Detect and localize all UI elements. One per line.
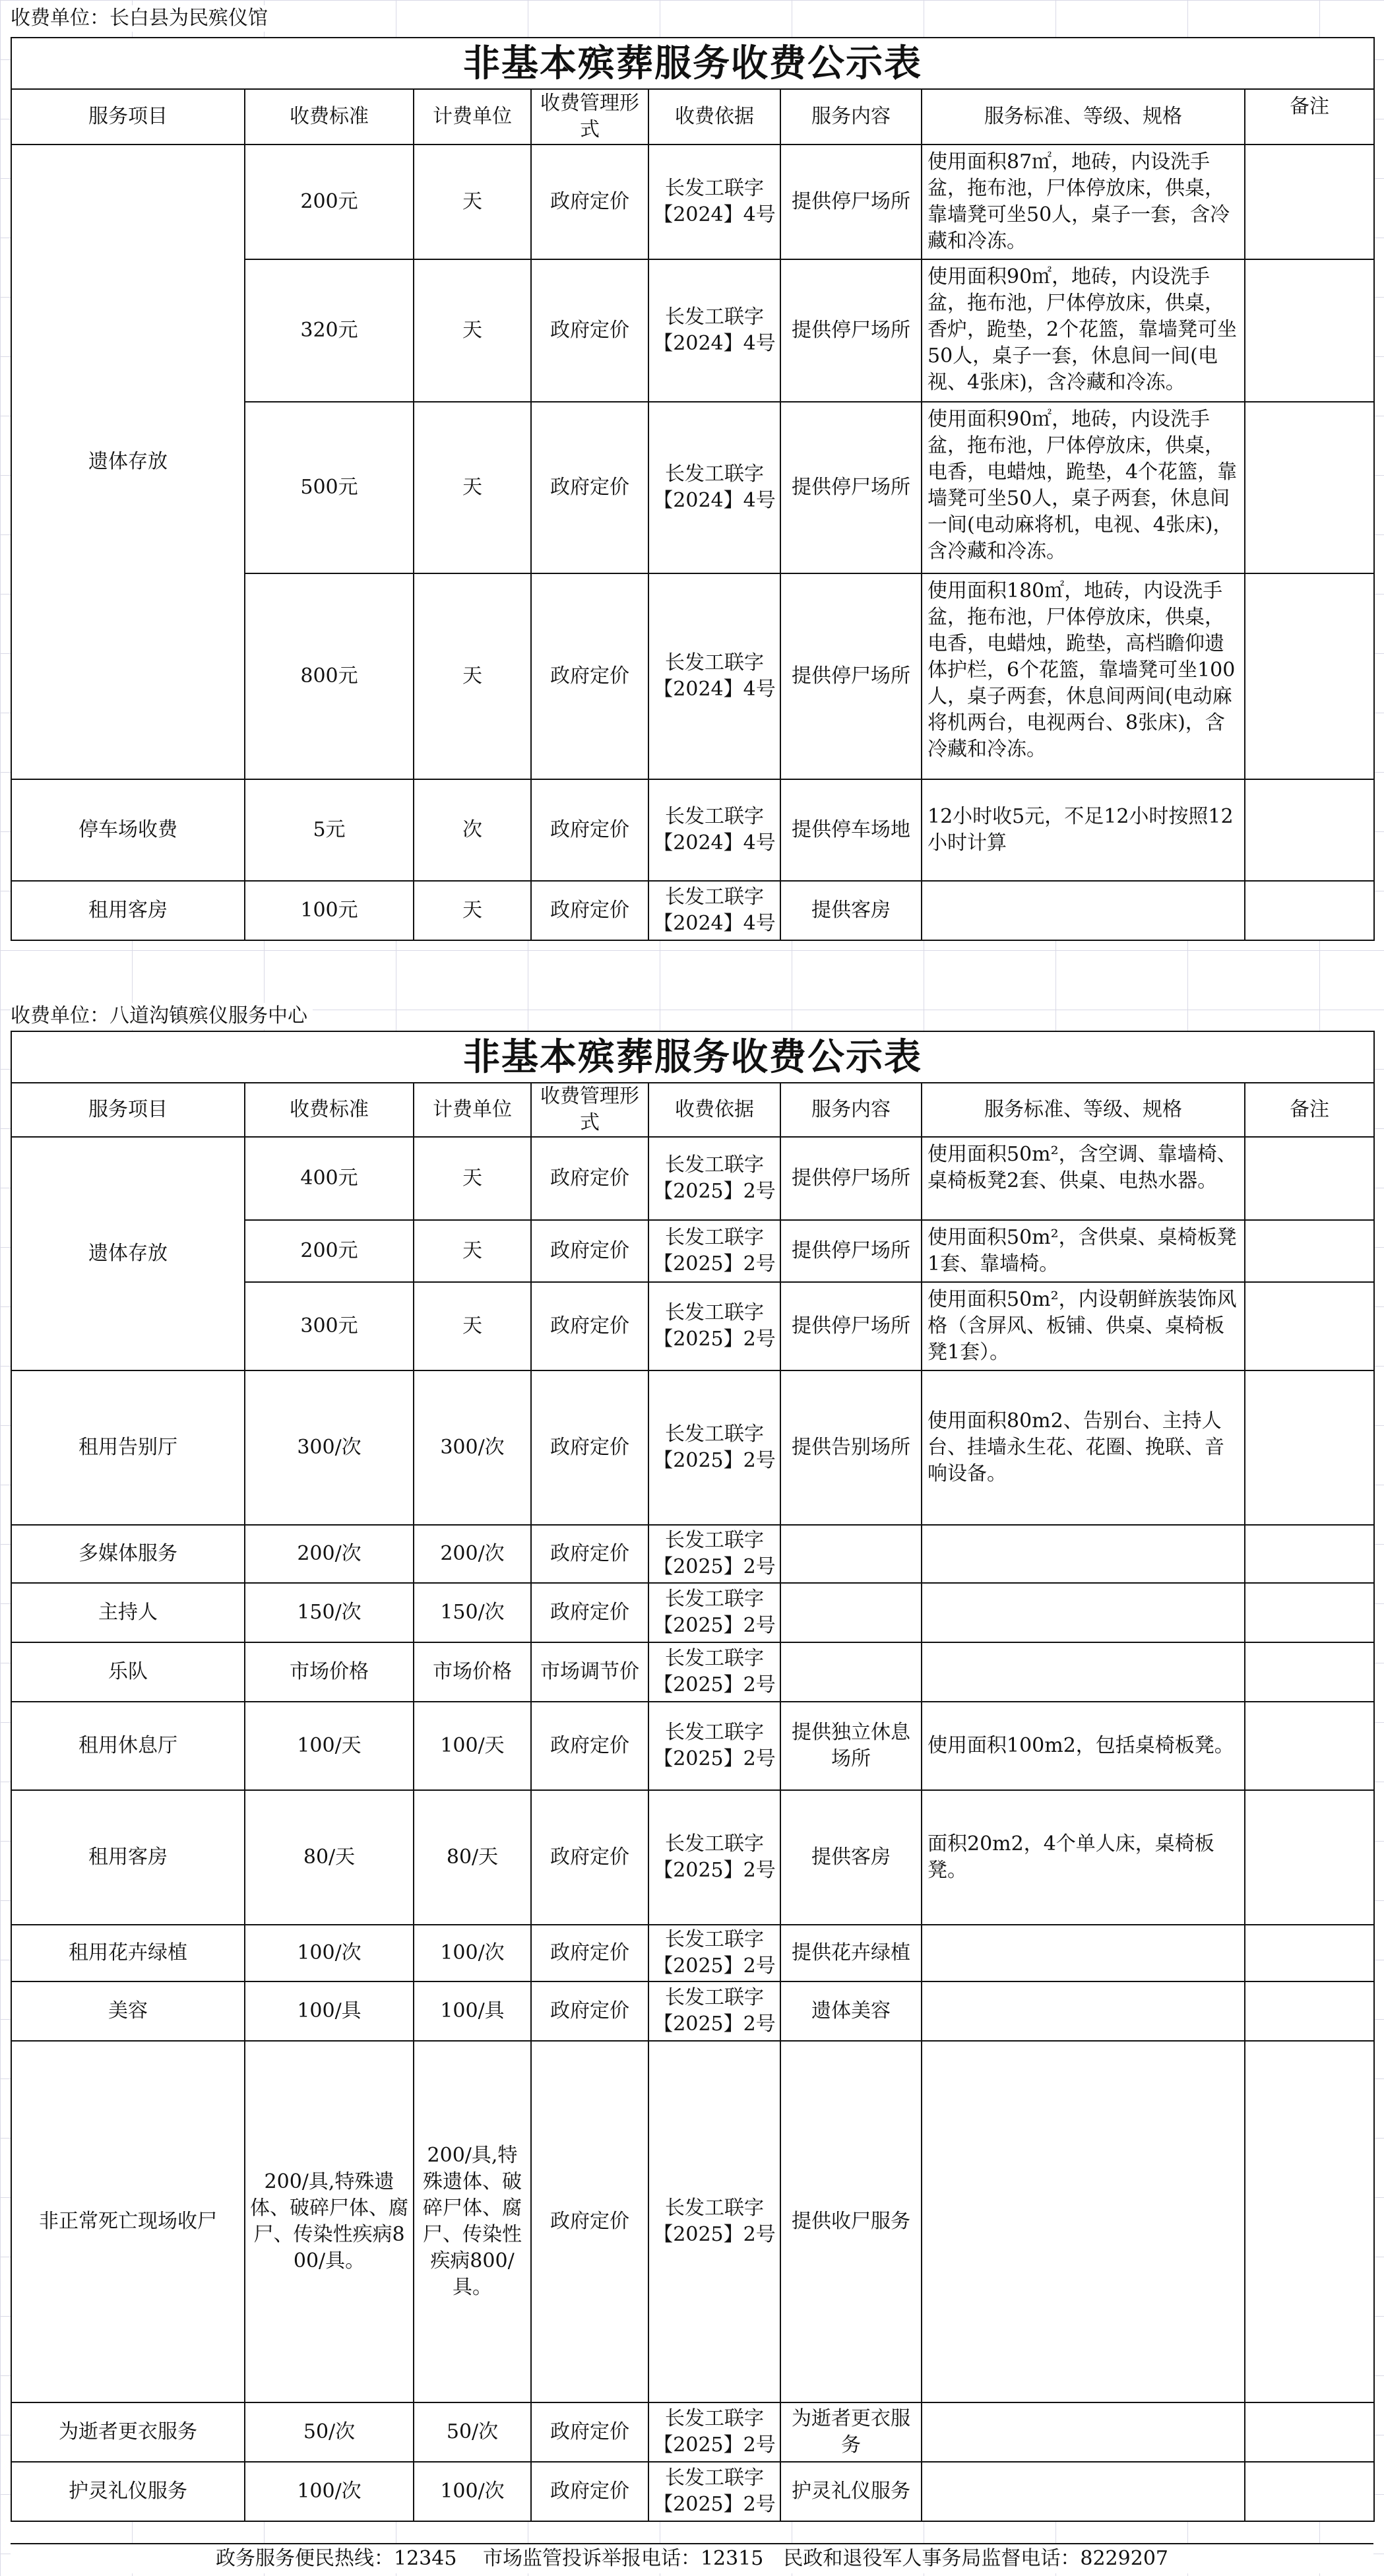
spec-cell [922, 2462, 1245, 2521]
service-item: 主持人 [11, 1583, 245, 1642]
mgmt-cell: 政府定价 [531, 1370, 648, 1525]
spec-cell: 使用面积100m2，包括桌椅板凳。 [922, 1702, 1245, 1790]
mgmt-cell: 政府定价 [531, 402, 648, 573]
basis-cell: 长发工联字【2025】2号 [648, 1282, 780, 1370]
header-cell: 服务标准、等级、规格 [922, 1083, 1245, 1137]
price-cell: 市场价格 [245, 1642, 414, 1702]
content-cell: 提供告别场所 [780, 1370, 922, 1525]
table-row [11, 1790, 1374, 1925]
basis-cell: 长发工联字【2025】2号 [648, 1981, 780, 2041]
table-row [11, 1642, 1374, 1702]
price-cell: 200/具,特殊遗体、破碎尸体、腐尸、传染性疾病800/具。 [245, 2041, 414, 2402]
unit-cell: 100/具 [414, 1981, 531, 2041]
table-row [11, 2041, 1374, 2402]
note-cell [1245, 2462, 1374, 2521]
note-cell [1245, 1220, 1374, 1282]
table-row [11, 779, 1374, 881]
header-cell: 收费依据 [648, 89, 780, 145]
unit-cell: 天 [414, 1282, 531, 1370]
note-cell [1245, 1583, 1374, 1642]
unit-cell: 300/次 [414, 1370, 531, 1525]
note-cell [1245, 1282, 1374, 1370]
price-cell: 100/次 [245, 2462, 414, 2521]
price-cell: 150/次 [245, 1583, 414, 1642]
note-cell [1245, 1702, 1374, 1790]
price-cell: 200元 [245, 1220, 414, 1282]
mgmt-cell: 政府定价 [531, 1583, 648, 1642]
service-item: 多媒体服务 [11, 1525, 245, 1583]
unit-cell: 天 [414, 573, 531, 779]
spec-cell [922, 1925, 1245, 1981]
table-row [11, 1583, 1374, 1642]
table-row [11, 2402, 1374, 2462]
unit-cell: 100/次 [414, 1925, 531, 1981]
spec-cell: 使用面积90㎡，地砖，内设洗手盆，拖布池，尸体停放床，供桌，香炉，跪垫，2个花篮，靠墙凳可坐50人，桌子一套，休息间一间(电视、4张床)，含冷藏和冷冻。 [922, 259, 1245, 402]
service-item: 护灵礼仪服务 [11, 2462, 245, 2521]
basis-cell: 长发工联字【2025】2号 [648, 1642, 780, 1702]
table-row [11, 1925, 1374, 1981]
spec-cell: 12小时收5元，不足12小时按照12小时计算 [922, 779, 1245, 881]
header-cell: 收费依据 [648, 1083, 780, 1137]
mgmt-cell: 政府定价 [531, 1702, 648, 1790]
spec-cell: 使用面积90㎡，地砖，内设洗手盆，拖布池，尸体停放床，供桌，电香，电蜡烛，跪垫，4个花篮，靠墙凳可坐50人，桌子两套，休息间一间(电动麻将机，电视、4张床)，含冷藏和冷冻。 [922, 402, 1245, 573]
price-cell: 100元 [245, 881, 414, 940]
price-cell: 500元 [245, 402, 414, 573]
service-item: 租用客房 [11, 881, 245, 940]
basis-cell: 长发工联字【2025】2号 [648, 2402, 780, 2462]
basis-cell: 长发工联字【2025】2号 [648, 2462, 780, 2521]
header-cell: 备注 [1245, 1083, 1374, 1137]
unit-cell: 市场价格 [414, 1642, 531, 1702]
basis-cell: 长发工联字【2025】2号 [648, 1370, 780, 1525]
note-cell [1245, 1981, 1374, 2041]
price-cell: 100/天 [245, 1702, 414, 1790]
unit-cell: 天 [414, 1137, 531, 1220]
content-cell: 为逝者更衣服务 [780, 2402, 922, 2462]
note-cell [1245, 1525, 1374, 1583]
content-cell: 提供客房 [780, 881, 922, 940]
spec-cell [922, 1642, 1245, 1702]
basis-cell: 长发工联字【2025】2号 [648, 1702, 780, 1790]
content-cell: 提供收尸服务 [780, 2041, 922, 2402]
mgmt-cell: 政府定价 [531, 2402, 648, 2462]
content-cell: 护灵礼仪服务 [780, 2462, 922, 2521]
content-cell: 提供停尸场所 [780, 145, 922, 259]
service-item: 遗体存放 [11, 1137, 245, 1370]
table-title: 非基本殡葬服务收费公示表 [11, 1031, 1374, 1083]
unit-cell: 50/次 [414, 2402, 531, 2462]
basis-cell: 长发工联字【2025】2号 [648, 1790, 780, 1925]
footer-hotlines: 政务服务便民热线：12345 市场监管投诉举报电话：12315 民政和退役军人事务局监督电话：8229207 [11, 2543, 1373, 2573]
table-row [11, 145, 1374, 259]
content-cell: 提供停尸场所 [780, 1137, 922, 1220]
header-cell: 收费管理形式 [531, 1083, 648, 1137]
spec-cell [922, 2402, 1245, 2462]
spec-cell [922, 881, 1245, 940]
content-cell: 提供停尸场所 [780, 402, 922, 573]
price-cell: 80/天 [245, 1790, 414, 1925]
service-item: 非正常死亡现场收尸 [11, 2041, 245, 2402]
note-cell [1245, 259, 1374, 402]
unit-cell: 200/具,特殊遗体、破碎尸体、腐尸、传染性疾病800/具。 [414, 2041, 531, 2402]
service-item: 为逝者更衣服务 [11, 2402, 245, 2462]
note-cell [1245, 1642, 1374, 1702]
basis-cell: 长发工联字【2025】2号 [648, 2041, 780, 2402]
header-cell: 服务标准、等级、规格 [922, 89, 1245, 145]
mgmt-cell: 政府定价 [531, 1981, 648, 2041]
service-item: 乐队 [11, 1642, 245, 1702]
header-cell: 服务内容 [780, 1083, 922, 1137]
table-row [11, 1137, 1374, 1220]
price-cell: 300元 [245, 1282, 414, 1370]
content-cell: 提供花卉绿植 [780, 1925, 922, 1981]
unit-cell: 80/天 [414, 1790, 531, 1925]
table-row [11, 1525, 1374, 1583]
basis-cell: 长发工联字【2024】4号 [648, 259, 780, 402]
spec-cell: 使用面积80m2、告别台、主持人台、挂墙永生花、花圈、挽联、音响设备。 [922, 1370, 1245, 1525]
mgmt-cell: 政府定价 [531, 1220, 648, 1282]
header-cell: 收费标准 [245, 1083, 414, 1137]
content-cell [780, 1525, 922, 1583]
note-cell [1245, 1137, 1374, 1220]
header-cell: 服务项目 [11, 1083, 245, 1137]
service-item: 美容 [11, 1981, 245, 2041]
content-cell: 提供停尸场所 [780, 1220, 922, 1282]
header-cell: 服务项目 [11, 89, 245, 145]
spec-cell: 使用面积50m²，含供桌、桌椅板凳1套、靠墙椅。 [922, 1220, 1245, 1282]
note-cell [1245, 779, 1374, 881]
mgmt-cell: 政府定价 [531, 779, 648, 881]
unit-cell: 200/次 [414, 1525, 531, 1583]
basis-cell: 长发工联字【2025】2号 [648, 1925, 780, 1981]
mgmt-cell: 政府定价 [531, 145, 648, 259]
basis-cell: 长发工联字【2025】2号 [648, 1583, 780, 1642]
unit-cell: 天 [414, 402, 531, 573]
price-cell: 200元 [245, 145, 414, 259]
fee-unit-label: 收费单位：长白县为民殡仪馆 [11, 5, 273, 32]
table-row [11, 1702, 1374, 1790]
header-cell: 计费单位 [414, 1083, 531, 1137]
spec-cell [922, 2041, 1245, 2402]
price-cell: 5元 [245, 779, 414, 881]
content-cell: 提供客房 [780, 1790, 922, 1925]
table-row [11, 1981, 1374, 2041]
service-item: 租用客房 [11, 1790, 245, 1925]
service-item: 停车场收费 [11, 779, 245, 881]
spec-cell [922, 1525, 1245, 1583]
service-item: 租用休息厅 [11, 1702, 245, 1790]
price-cell: 100/次 [245, 1925, 414, 1981]
basis-cell: 长发工联字【2024】4号 [648, 402, 780, 573]
table-row [11, 1370, 1374, 1525]
price-cell: 320元 [245, 259, 414, 402]
price-cell: 300/次 [245, 1370, 414, 1525]
service-item: 租用告别厅 [11, 1370, 245, 1525]
basis-cell: 长发工联字【2025】2号 [648, 1137, 780, 1220]
mgmt-cell: 政府定价 [531, 1525, 648, 1583]
header-cell: 服务内容 [780, 89, 922, 145]
unit-cell: 天 [414, 881, 531, 940]
unit-cell: 天 [414, 259, 531, 402]
mgmt-cell: 政府定价 [531, 1282, 648, 1370]
unit-cell: 天 [414, 1220, 531, 1282]
content-cell [780, 1642, 922, 1702]
content-cell: 提供停尸场所 [780, 573, 922, 779]
basis-cell: 长发工联字【2024】4号 [648, 881, 780, 940]
mgmt-cell: 政府定价 [531, 1137, 648, 1220]
header-cell: 计费单位 [414, 89, 531, 145]
price-cell: 50/次 [245, 2402, 414, 2462]
content-cell: 遗体美容 [780, 1981, 922, 2041]
table-row [11, 881, 1374, 940]
unit-cell: 次 [414, 779, 531, 881]
mgmt-cell: 政府定价 [531, 259, 648, 402]
basis-cell: 长发工联字【2025】2号 [648, 1220, 780, 1282]
mgmt-cell: 政府定价 [531, 1925, 648, 1981]
spec-cell: 使用面积87㎡，地砖，内设洗手盆，拖布池，尸体停放床，供桌，靠墙凳可坐50人，桌子一套，含冷藏和冷冻。 [922, 145, 1245, 259]
fee-table-2 [11, 1031, 1375, 2522]
unit-cell: 100/次 [414, 2462, 531, 2521]
note-cell [1245, 573, 1374, 779]
spec-cell: 面积20m2，4个单人床，桌椅板凳。 [922, 1790, 1245, 1925]
header-cell: 收费标准 [245, 89, 414, 145]
fee-unit-label: 收费单位：八道沟镇殡仪服务中心 [11, 1003, 313, 1029]
unit-cell: 100/天 [414, 1702, 531, 1790]
content-cell: 提供停车场地 [780, 779, 922, 881]
mgmt-cell: 政府定价 [531, 2462, 648, 2521]
price-cell: 400元 [245, 1137, 414, 1220]
price-cell: 800元 [245, 573, 414, 779]
unit-cell: 天 [414, 145, 531, 259]
header-cell: 收费管理形式 [531, 89, 648, 145]
note-cell [1245, 2041, 1374, 2402]
spec-cell: 使用面积50m²，含空调、靠墙椅、桌椅板凳2套、供桌、电热水器。 [922, 1137, 1245, 1220]
unit-cell: 150/次 [414, 1583, 531, 1642]
mgmt-cell: 市场调节价 [531, 1642, 648, 1702]
note-cell [1245, 1925, 1374, 1981]
spec-cell [922, 1981, 1245, 2041]
note-cell [1245, 402, 1374, 573]
note-cell [1245, 145, 1374, 259]
service-item: 租用花卉绿植 [11, 1925, 245, 1981]
spec-cell [922, 1583, 1245, 1642]
table-row [11, 2462, 1374, 2521]
basis-cell: 长发工联字【2025】2号 [648, 1525, 780, 1583]
basis-cell: 长发工联字【2024】4号 [648, 779, 780, 881]
note-cell [1245, 1790, 1374, 1925]
mgmt-cell: 政府定价 [531, 573, 648, 779]
price-cell: 200/次 [245, 1525, 414, 1583]
content-cell: 提供停尸场所 [780, 1282, 922, 1370]
basis-cell: 长发工联字【2024】4号 [648, 145, 780, 259]
service-item: 遗体存放 [11, 145, 245, 779]
note-cell [1245, 1370, 1374, 1525]
mgmt-cell: 政府定价 [531, 2041, 648, 2402]
content-cell: 提供停尸场所 [780, 259, 922, 402]
fee-table-1 [11, 37, 1375, 941]
basis-cell: 长发工联字【2024】4号 [648, 573, 780, 779]
spec-cell: 使用面积50m²，内设朝鲜族装饰风格（含屏风、板铺、供桌、桌椅板凳1套）。 [922, 1282, 1245, 1370]
price-cell: 100/具 [245, 1981, 414, 2041]
mgmt-cell: 政府定价 [531, 881, 648, 940]
note-cell [1245, 2402, 1374, 2462]
spec-cell: 使用面积180㎡，地砖，内设洗手盆，拖布池，尸体停放床，供桌，电香，电蜡烛，跪垫，高档瞻仰遗体护栏，6个花篮，靠墙凳可坐100人，桌子两套，休息间两间(电动麻将机两台，电视两台、8张床)，含冷藏和冷冻。 [922, 573, 1245, 779]
note-cell [1245, 881, 1374, 940]
table-title: 非基本殡葬服务收费公示表 [11, 38, 1374, 89]
header-cell: 备注 [1245, 89, 1374, 145]
content-cell: 提供独立休息场所 [780, 1702, 922, 1790]
content-cell [780, 1583, 922, 1642]
mgmt-cell: 政府定价 [531, 1790, 648, 1925]
